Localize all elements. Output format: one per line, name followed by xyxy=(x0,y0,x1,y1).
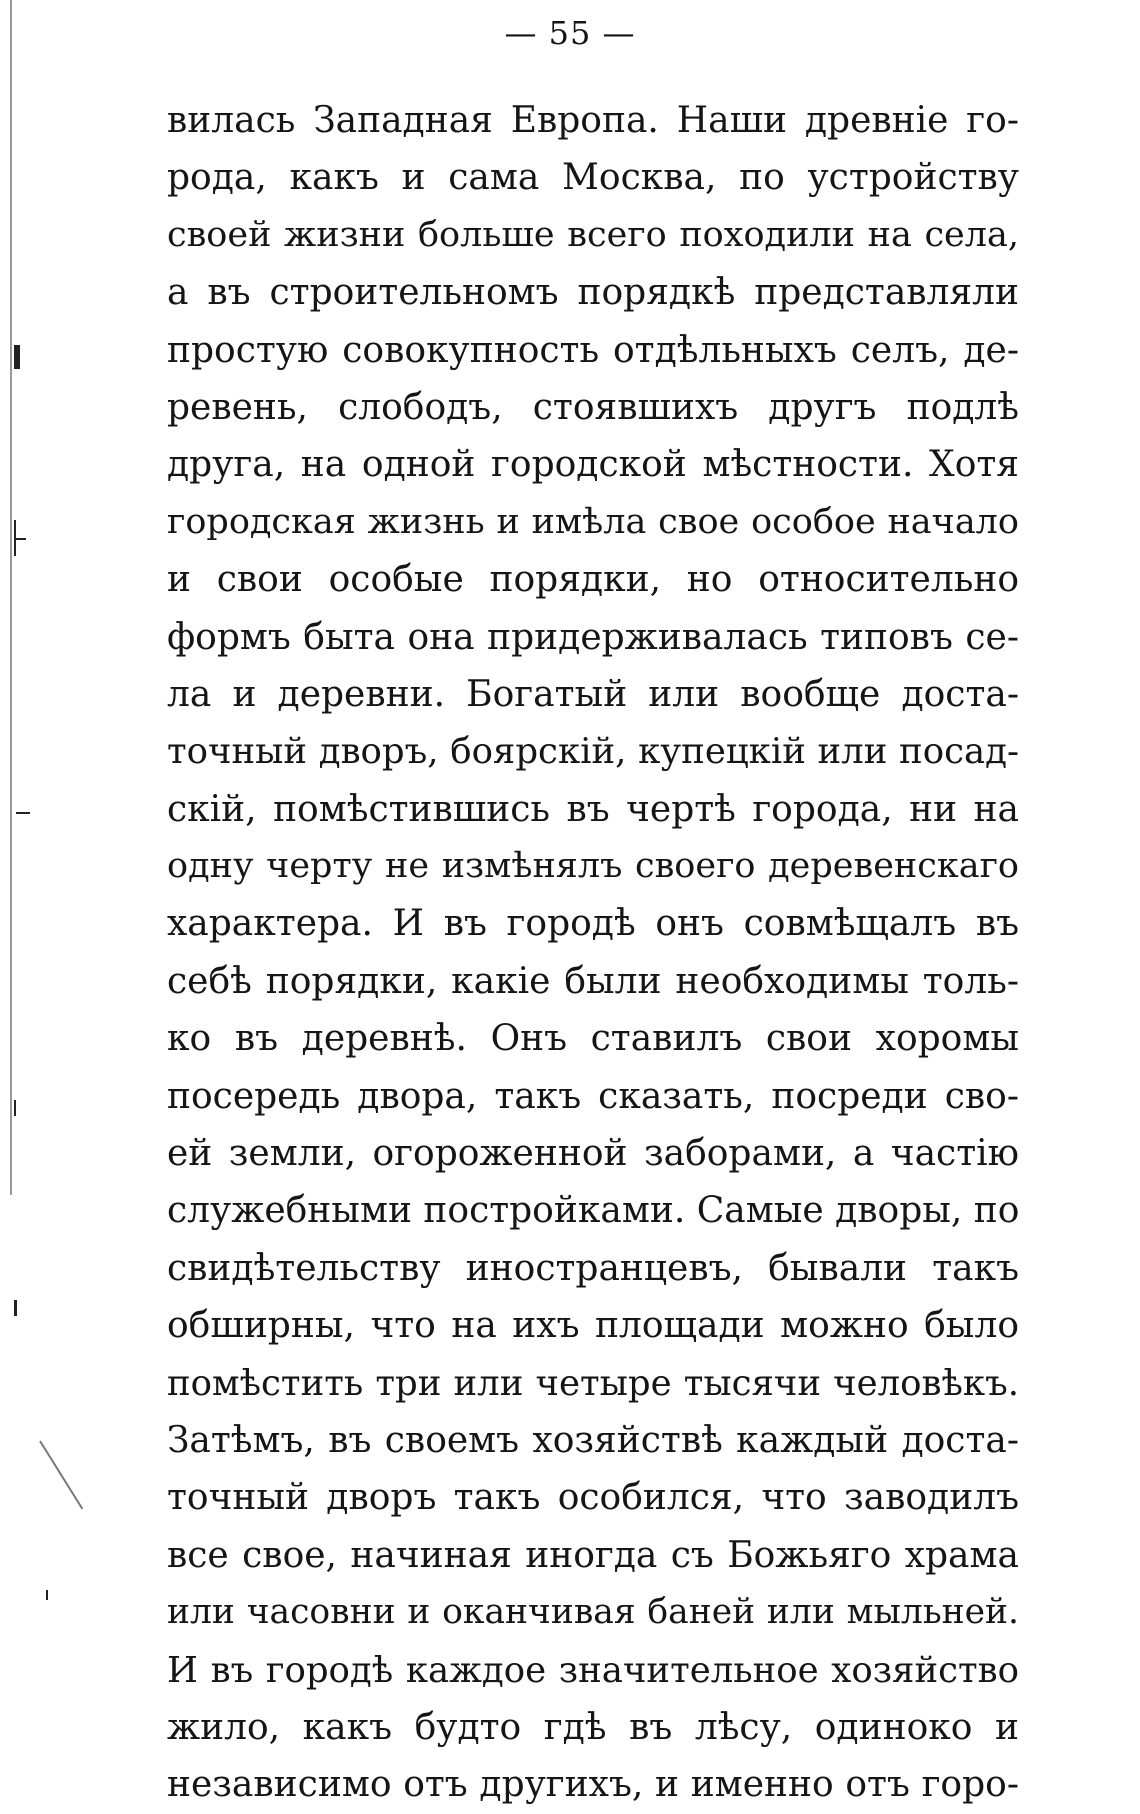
text-line: простую совокупность отдѣльныхъ селъ, де- xyxy=(167,329,1019,371)
text-line: обширны, что на ихъ площади можно было xyxy=(167,1305,1019,1347)
margin-scan-mark xyxy=(14,1300,17,1316)
text-line: характера. И въ городѣ онъ совмѣщалъ въ xyxy=(167,903,1019,945)
page-number: — 55 — xyxy=(504,14,636,52)
margin-scan-mark xyxy=(46,1590,48,1600)
text-line: точный дворъ, боярскій, купецкій или посад- xyxy=(167,731,1019,773)
text-line: формъ быта она придерживалась типовъ се- xyxy=(167,616,1019,658)
text-line: ла и деревни. Богатый или вообще доста- xyxy=(167,673,1019,715)
margin-scan-line xyxy=(10,0,12,1195)
text-line: независимо отъ другихъ, и именно отъ горо- xyxy=(167,1764,1019,1806)
text-line: И въ городѣ каждое значительное хозяйство xyxy=(167,1649,1019,1691)
text-line: жило, какъ будто гдѣ въ лѣсу, одиноко и xyxy=(167,1706,1019,1748)
text-line: себѣ порядки, какіе были необходимы толь- xyxy=(167,960,1019,1002)
text-line: ей земли, огороженной заборами, а частію xyxy=(167,1133,1019,1175)
text-line: рода, какъ и сама Москва, по устройству xyxy=(167,157,1019,199)
text-line: скій, помѣстившись въ чертѣ города, ни на xyxy=(167,788,1019,830)
body-text xyxy=(167,92,1019,1814)
text-line: свидѣтельству иностранцевъ, бывали такъ xyxy=(167,1247,1019,1289)
text-line: или часовни и оканчивая баней или мыльней. xyxy=(167,1592,1019,1633)
text-line: одну черту не измѣнялъ своего деревенскаго xyxy=(167,846,1019,887)
text-line: и свои особые порядки, но относительно xyxy=(167,559,1019,601)
text-line: ревень, слободъ, стоявшихъ другъ подлѣ xyxy=(167,386,1019,428)
text-line: вилась Западная Европа. Наши древніе го- xyxy=(167,100,1019,141)
margin-scan-mark xyxy=(16,812,30,814)
margin-scan-stroke xyxy=(39,1440,83,1509)
text-line: ко въ деревнѣ. Онъ ставилъ свои хоромы xyxy=(167,1018,1019,1060)
text-line: друга, на одной городской мѣстности. Хотя xyxy=(167,444,1019,486)
text-line: помѣстить три или четыре тысячи человѣкъ. xyxy=(167,1362,1019,1404)
text-line: Затѣмъ, въ своемъ хозяйствѣ каждый доста- xyxy=(167,1419,1019,1461)
margin-scan-mark xyxy=(14,345,20,369)
text-line: своей жизни больше всего походили на села, xyxy=(167,214,1019,255)
text-line: городская жизнь и имѣла свое особое начало xyxy=(167,501,1019,542)
text-line: служебными постройками. Самые дворы, по xyxy=(167,1190,1020,1232)
text-line: а въ строительномъ порядкѣ представляли xyxy=(167,272,1019,314)
text-line: посередь двора, такъ сказать, посреди сво- xyxy=(167,1075,1019,1117)
text-line: точный дворъ такъ особился, что заводилъ xyxy=(167,1477,1019,1519)
margin-scan-mark xyxy=(14,1100,16,1116)
text-line: все свое, начиная иногда съ Божьяго храма xyxy=(167,1534,1019,1576)
margin-scan-mark xyxy=(16,538,26,540)
